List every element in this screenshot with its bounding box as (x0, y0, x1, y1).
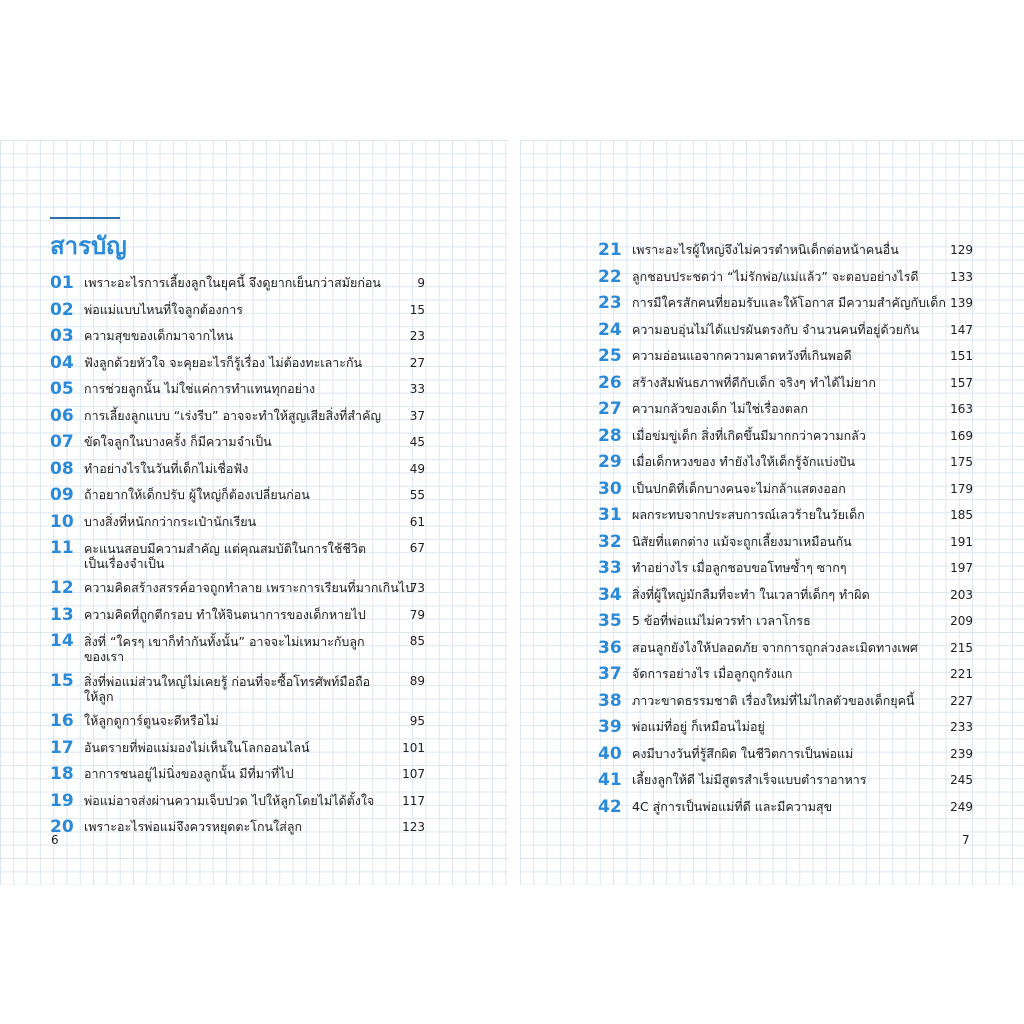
toc-entry (598, 396, 973, 423)
toc-entry (50, 708, 425, 735)
toc-entry (50, 482, 425, 509)
heading-rule (50, 217, 120, 219)
chapter-title: เป็นปกติที่เด็กบางคนจะไม่กล้าแสดงออก (632, 480, 846, 496)
page-number-right: 7 (962, 833, 970, 847)
chapter-number: 36 (598, 637, 622, 658)
chapter-title: ผลกระทบจากประสบการณ์เลวร้ายในวัยเด็ก (632, 507, 865, 522)
chapter-number: 10 (50, 511, 74, 532)
chapter-title: ฟังลูกด้วยหัวใจ จะคุยอะไรก็รู้เรื่อง ไม่ต้องทะเลาะกัน (84, 354, 363, 370)
chapter-number: 25 (598, 346, 622, 366)
chapter-title: อันตรายที่พ่อแม่มองไม่เห็นในโลกออนไลน์ (84, 739, 310, 755)
chapter-number: 23 (598, 293, 622, 313)
chapter-page: 175 (950, 455, 973, 469)
toc-entry (598, 661, 973, 688)
chapter-title: จัดการอย่างไร เมื่อลูกถูกรังแก (632, 666, 793, 681)
toc-entry (598, 714, 973, 741)
chapter-title: คะแนนสอบมีความสำคัญ แต่คุณสมบัติในการใช้ชีวิต เป็นเรื่องจำเป็น (84, 541, 367, 571)
toc-heading: สารบัญ (50, 232, 127, 260)
toc-entry (598, 635, 973, 662)
chapter-page: 117 (402, 793, 425, 808)
chapter-title: ความคิดสร้างสรรค์อาจถูกทำลาย เพราะการเรียนที่มากเกินไป (84, 580, 414, 595)
chapter-page: 73 (409, 581, 425, 595)
chapter-page: 209 (950, 614, 973, 628)
chapter-title: พ่อแม่อาจส่งผ่านความเจ็บปวด ไปให้ลูกโดยไม่ได้ตั้งใจ (84, 792, 375, 808)
toc-entry (50, 456, 425, 483)
chapter-title: การเลี้ยงลูกแบบ “เร่งรีบ” อาจจะทำให้สูญเสียสิ่งที่สำคัญ (84, 407, 382, 423)
chapter-page: 147 (950, 322, 973, 337)
chapter-title: เพราะอะไรการเลี้ยงลูกในยุคนี้ จึงดูยากเย็นกว่าสมัยก่อน (84, 275, 381, 290)
chapter-title: ถ้าอยากให้เด็กปรับ ผู้ใหญ่ก็ต้องเปลี่ยนก่อน (84, 487, 310, 502)
toc-list-left (50, 270, 425, 841)
toc-entry (598, 317, 973, 344)
toc-entry (598, 794, 973, 821)
toc-entry (598, 449, 973, 476)
chapter-number: 09 (50, 485, 74, 505)
chapter-title: เมื่อข่มขู่เด็ก สิ่งที่เกิดขึ้นมีมากกว่าความกลัว (632, 427, 866, 443)
chapter-number: 31 (598, 505, 622, 525)
chapter-number: 18 (50, 764, 74, 784)
chapter-number: 24 (598, 319, 622, 340)
chapter-title: 5 ข้อที่พ่อแม่ไม่ควรทำ เวลาโกรธ (632, 613, 811, 628)
chapter-title: สอนลูกยังไงให้ปลอดภัย จากการถูกล่วงละเมิดทางเพศ (632, 639, 918, 655)
chapter-number: 06 (50, 405, 74, 426)
chapter-title: อาการชนอยู่ไม่นิ่งของลูกนั้น มีที่มาที่ไป (84, 766, 294, 781)
toc-entry (598, 502, 973, 529)
chapter-number: 27 (598, 399, 622, 419)
chapter-number: 38 (598, 690, 622, 711)
chapter-title: การช่วยลูกนั้น ไม่ใช่แค่การทำแทนทุกอย่าง (84, 381, 316, 396)
chapter-page: 89 (409, 674, 425, 688)
toc-entry (598, 370, 973, 397)
chapter-title: เพราะอะไรพ่อแม่จึงควรหยุดตะโกนใส่ลูก (84, 819, 303, 834)
chapter-page: 157 (950, 375, 973, 390)
toc-entry (50, 735, 425, 762)
chapter-page: 169 (950, 428, 973, 443)
chapter-page: 23 (409, 329, 425, 343)
chapter-number: 39 (598, 717, 622, 737)
chapter-title: สิ่งที่พ่อแม่ส่วนใหญ่ไม่เคยรู้ ก่อนที่จะซื้อโทรศัพท์มือถือให้ลูก (84, 674, 371, 704)
chapter-number: 15 (50, 671, 74, 691)
chapter-title: นิสัยที่แตกต่าง แม้จะถูกเลี้ยงมาเหมือนกัน (632, 533, 852, 549)
toc-entry (598, 582, 973, 609)
chapter-title: พ่อแม่ที่อยู่ ก็เหมือนไม่อยู่ (632, 719, 765, 734)
chapter-number: 41 (598, 770, 622, 790)
toc-entry (598, 741, 973, 768)
chapter-title: ลูกชอบประชดว่า “ไม่รักพ่อ/แม่แล้ว” จะตอบอย่างไรดี (632, 268, 919, 284)
chapter-page: 37 (409, 408, 425, 423)
chapter-title: คงมีบางวันที่รู้สึกผิด ในชีวิตการเป็นพ่อแม่ (632, 745, 854, 761)
chapter-number: 01 (50, 273, 74, 293)
chapter-title: สิ่งที่ผู้ใหญ่มักลืมที่จะทำ ในเวลาที่เด็กๆ ทำผิด (632, 586, 870, 602)
chapter-title: ความอบอุ่นไม่ได้แปรผันตรงกับ จำนวนคนที่อยู่ด้วยกัน (632, 321, 920, 337)
toc-list-right (598, 237, 973, 820)
chapter-number: 37 (598, 664, 622, 684)
book-gutter (508, 140, 520, 885)
toc-entry (598, 608, 973, 635)
chapter-title: ความคิดที่ถูกตีกรอบ ทำให้จินตนาการของเด็กหายไป (84, 606, 366, 622)
toc-entry (50, 376, 425, 403)
toc-entry (598, 264, 973, 291)
chapter-title: ขัดใจลูกในบางครั้ง ก็มีความจำเป็น (84, 434, 272, 449)
chapter-title: ทำอย่างไรในวันที่เด็กไม่เชื่อฟัง (84, 460, 249, 476)
chapter-number: 16 (50, 711, 74, 731)
chapter-number: 02 (50, 299, 74, 320)
toc-entry (50, 350, 425, 377)
toc-entry (598, 237, 973, 264)
chapter-page: 245 (950, 773, 973, 787)
chapter-number: 21 (598, 240, 622, 260)
toc-entry (598, 476, 973, 503)
chapter-number: 11 (50, 538, 74, 558)
chapter-title: ภาวะขาดธรรมชาติ เรื่องใหม่ที่ไม่ไกลตัวของเด็กยุคนี้ (632, 692, 915, 708)
chapter-title: ให้ลูกดูการ์ตูนจะดีหรือไม่ (84, 713, 219, 728)
toc-entry (50, 761, 425, 788)
chapter-number: 12 (50, 578, 74, 598)
chapter-number: 05 (50, 379, 74, 399)
chapter-page: 197 (950, 561, 973, 575)
chapter-title: การมีใครสักคนที่ยอมรับและให้โอกาส มีความสำคัญกับเด็ก (632, 295, 946, 310)
toc-entry (50, 575, 425, 602)
chapter-page: 27 (409, 355, 425, 370)
chapter-page: 203 (950, 587, 973, 602)
chapter-page: 163 (950, 402, 973, 416)
chapter-page: 85 (409, 634, 425, 648)
chapter-number: 30 (598, 478, 622, 499)
chapter-title: พ่อแม่แบบไหนที่ใจลูกต้องการ (84, 301, 243, 317)
chapter-number: 34 (598, 584, 622, 605)
chapter-number: 32 (598, 531, 622, 552)
toc-entry (50, 628, 425, 668)
chapter-page: 179 (950, 481, 973, 496)
toc-entry (598, 343, 973, 370)
chapter-title: ความสุขของเด็กมาจากไหน (84, 328, 234, 343)
chapter-page: 123 (402, 820, 425, 834)
chapter-number: 26 (598, 372, 622, 393)
chapter-page: 151 (950, 349, 973, 363)
chapter-page: 215 (950, 640, 973, 655)
chapter-page: 55 (409, 488, 425, 502)
chapter-page: 61 (409, 514, 425, 529)
chapter-page: 107 (402, 767, 425, 781)
chapter-number: 07 (50, 432, 74, 452)
toc-entry (50, 668, 425, 708)
chapter-number: 42 (598, 796, 622, 817)
chapter-page: 45 (409, 435, 425, 449)
toc-entry (50, 602, 425, 629)
chapter-title: ความกลัวของเด็ก ไม่ใช่เรื่องตลก (632, 401, 809, 416)
chapter-number: 28 (598, 425, 622, 446)
toc-entry (50, 429, 425, 456)
chapter-page: 221 (950, 667, 973, 681)
chapter-title: สร้างสัมพันธภาพที่ดีกับเด็ก จริงๆ ทำได้ไม่ยาก (632, 374, 876, 390)
toc-entry (598, 767, 973, 794)
chapter-page: 95 (409, 714, 425, 728)
chapter-number: 35 (598, 611, 622, 631)
toc-entry (50, 403, 425, 430)
chapter-page: 249 (950, 799, 973, 814)
chapter-page: 33 (409, 382, 425, 396)
toc-entry (50, 814, 425, 841)
chapter-title: สิ่งที่ “ใครๆ เขาก็ทำกันทั้งนั้น” อาจจะไม่เหมาะกับลูกของเรา (84, 634, 365, 664)
page-number-left: 6 (51, 833, 59, 847)
chapter-number: 19 (50, 790, 74, 811)
chapter-page: 129 (950, 243, 973, 257)
toc-entry (50, 297, 425, 324)
chapter-page: 67 (409, 541, 425, 555)
chapter-title: ทำอย่างไร เมื่อลูกชอบขอโทษซ้ำๆ ซากๆ (632, 560, 847, 575)
chapter-title: บางสิ่งที่หนักกว่ากระเป๋านักเรียน (84, 513, 257, 529)
chapter-number: 04 (50, 352, 74, 373)
chapter-number: 40 (598, 743, 622, 764)
chapter-title: 4C สู่การเป็นพ่อแม่ที่ดี และมีความสุข (632, 798, 833, 814)
chapter-page: 49 (409, 461, 425, 476)
chapter-page: 133 (950, 269, 973, 284)
chapter-number: 08 (50, 458, 74, 479)
toc-entry (598, 688, 973, 715)
chapter-title: ความอ่อนแอจากความคาดหวังที่เกินพอดี (632, 348, 852, 363)
chapter-number: 29 (598, 452, 622, 472)
chapter-number: 14 (50, 631, 74, 651)
chapter-page: 9 (417, 276, 425, 290)
toc-entry (50, 270, 425, 297)
chapter-number: 03 (50, 326, 74, 346)
toc-entry (598, 423, 973, 450)
toc-entry (50, 323, 425, 350)
chapter-number: 17 (50, 737, 74, 758)
chapter-title: เพราะอะไรผู้ใหญ่จึงไม่ควรตำหนิเด็กต่อหน้าคนอื่น (632, 242, 899, 257)
chapter-page: 15 (409, 302, 425, 317)
chapter-number: 13 (50, 604, 74, 625)
chapter-title: เลี้ยงลูกให้ดี ไม่มีสูตรสำเร็จแบบตำราอาหาร (632, 772, 867, 787)
chapter-page: 101 (402, 740, 425, 755)
chapter-page: 79 (409, 607, 425, 622)
toc-entry (598, 555, 973, 582)
chapter-page: 185 (950, 508, 973, 522)
chapter-number: 22 (598, 266, 622, 287)
chapter-page: 239 (950, 746, 973, 761)
toc-entry (50, 509, 425, 536)
chapter-number: 20 (50, 817, 74, 837)
chapter-page: 191 (950, 534, 973, 549)
toc-entry (50, 788, 425, 815)
chapter-page: 233 (950, 720, 973, 734)
chapter-page: 139 (950, 296, 973, 310)
toc-entry (598, 529, 973, 556)
chapter-title: เมื่อเด็กหวงของ ทำยังไงให้เด็กรู้จักแบ่งปัน (632, 454, 856, 469)
toc-entry (50, 535, 425, 575)
chapter-page: 227 (950, 693, 973, 708)
chapter-number: 33 (598, 558, 622, 578)
toc-entry (598, 290, 973, 317)
